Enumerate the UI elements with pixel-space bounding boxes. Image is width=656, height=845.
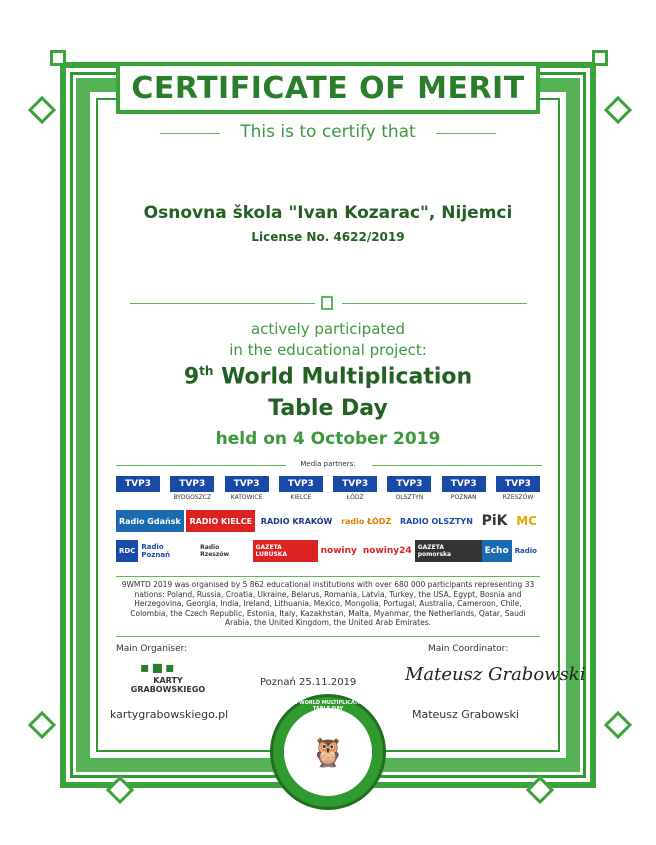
project-title-line-2: Table Day bbox=[268, 396, 388, 421]
organiser-url: kartygrabowskiego.pl bbox=[110, 708, 229, 721]
license-number: License No. 4622/2019 bbox=[251, 230, 405, 244]
media-logo: MC bbox=[516, 514, 537, 528]
organised-info: 9WMTD 2019 was organised by 5 862 educational institutions with over 680 000 participants representing 33 nations: Poland, Russia, Croatia, Ukraine, Belarus, Romania, Latvia, Turkey, the USA, Egypt, Bosnia and Herzegovina, Georgia, India, Ireland, Lithuania, Mexico, Mongolia, Portugal, Australia, Cameroon, Chile, Colombia, the Czech Republic, Estonia, Italy, Kazakhstan, Malta, Myanmar, the Netherlands, Qatar, Saudi Arabia, the United Kingdom, the United Arab Emirates. bbox=[121, 580, 535, 627]
divider-ornament-icon bbox=[321, 296, 333, 310]
tvp-logo: TVP3 bbox=[116, 476, 160, 502]
divider bbox=[116, 636, 540, 637]
organiser-brand: KARTY GRABOWSKIEGO bbox=[130, 676, 206, 694]
media-logo: Radio Poznań bbox=[141, 543, 171, 559]
participated-line-1: actively participated bbox=[250, 320, 406, 338]
divider bbox=[130, 303, 315, 304]
media-logo: Radio bbox=[514, 547, 537, 555]
media-logo: GAZETA LUBUSKA bbox=[253, 540, 318, 562]
tvp-logo: TVP3 OLSZTYN bbox=[387, 476, 431, 502]
corner-ornament-icon bbox=[592, 50, 608, 66]
divider bbox=[116, 576, 540, 577]
tvp-logo: TVP3 KATOWICE bbox=[225, 476, 269, 502]
media-logo: GAZETA pomorska bbox=[415, 540, 482, 562]
owl-icon: 🦉 bbox=[284, 708, 372, 796]
media-logo: nowiny24 bbox=[362, 546, 412, 556]
media-partners-label: Media partners: bbox=[300, 460, 356, 468]
divider bbox=[342, 303, 527, 304]
corner-ornament-icon bbox=[28, 711, 56, 739]
media-logo: RADIO KRAKÓW bbox=[260, 516, 333, 526]
media-logo: RADIO OLSZTYN bbox=[399, 516, 473, 526]
corner-ornament-icon bbox=[28, 96, 56, 124]
tvp-logo: TVP3 RZESZÓW bbox=[496, 476, 540, 502]
media-logo: Radio Rzeszów bbox=[200, 544, 229, 558]
cards-logo-icon: ▪◼▪ bbox=[140, 660, 177, 676]
project-title-line-1: 9th World Multiplication bbox=[183, 364, 473, 390]
participated-line-2: in the educational project: bbox=[229, 341, 427, 359]
coordinator-label: Main Coordinator: bbox=[428, 644, 509, 654]
title-box bbox=[116, 62, 540, 114]
seal-text: 9th WORLD MULTIPLICATION TABLE DAY bbox=[287, 700, 369, 712]
corner-ornament-icon bbox=[604, 711, 632, 739]
organiser-label: Main Organiser: bbox=[116, 644, 188, 654]
tvp-logo: TVP3 ŁÓDŹ bbox=[333, 476, 377, 502]
media-logo: nowiny bbox=[320, 546, 357, 556]
certificate-title: CERTIFICATE OF MERIT bbox=[131, 70, 525, 106]
media-logo: RADIO KIELCE bbox=[186, 510, 255, 532]
recipient-name: Osnovna škola "Ivan Kozarac", Nijemci bbox=[143, 203, 513, 223]
signature: Mateusz Grabowski bbox=[405, 664, 586, 685]
corner-ornament-icon bbox=[50, 50, 66, 66]
radio-logos bbox=[116, 510, 540, 532]
media-logo: RDC bbox=[116, 540, 138, 562]
press-logos bbox=[116, 540, 540, 562]
certify-text: This is to certify that bbox=[240, 122, 416, 142]
tvp-logo: TVP3 POZNAŃ bbox=[442, 476, 486, 502]
tvp-logos bbox=[116, 476, 540, 502]
media-logo: Radio Gdańsk bbox=[116, 510, 184, 532]
media-logo: radio ŁÓDŹ bbox=[341, 516, 392, 526]
coordinator-name: Mateusz Grabowski bbox=[412, 708, 519, 721]
corner-ornament-icon bbox=[604, 96, 632, 124]
tvp-logo: TVP3 KIELCE bbox=[279, 476, 323, 502]
media-logo: Echo bbox=[482, 540, 512, 562]
held-date: held on 4 October 2019 bbox=[215, 429, 441, 449]
tvp-logo: TVP3 BYDGOSZCZ bbox=[170, 476, 214, 502]
date-place: Poznań 25.11.2019 bbox=[260, 677, 357, 688]
media-logo: PiK bbox=[481, 513, 508, 529]
